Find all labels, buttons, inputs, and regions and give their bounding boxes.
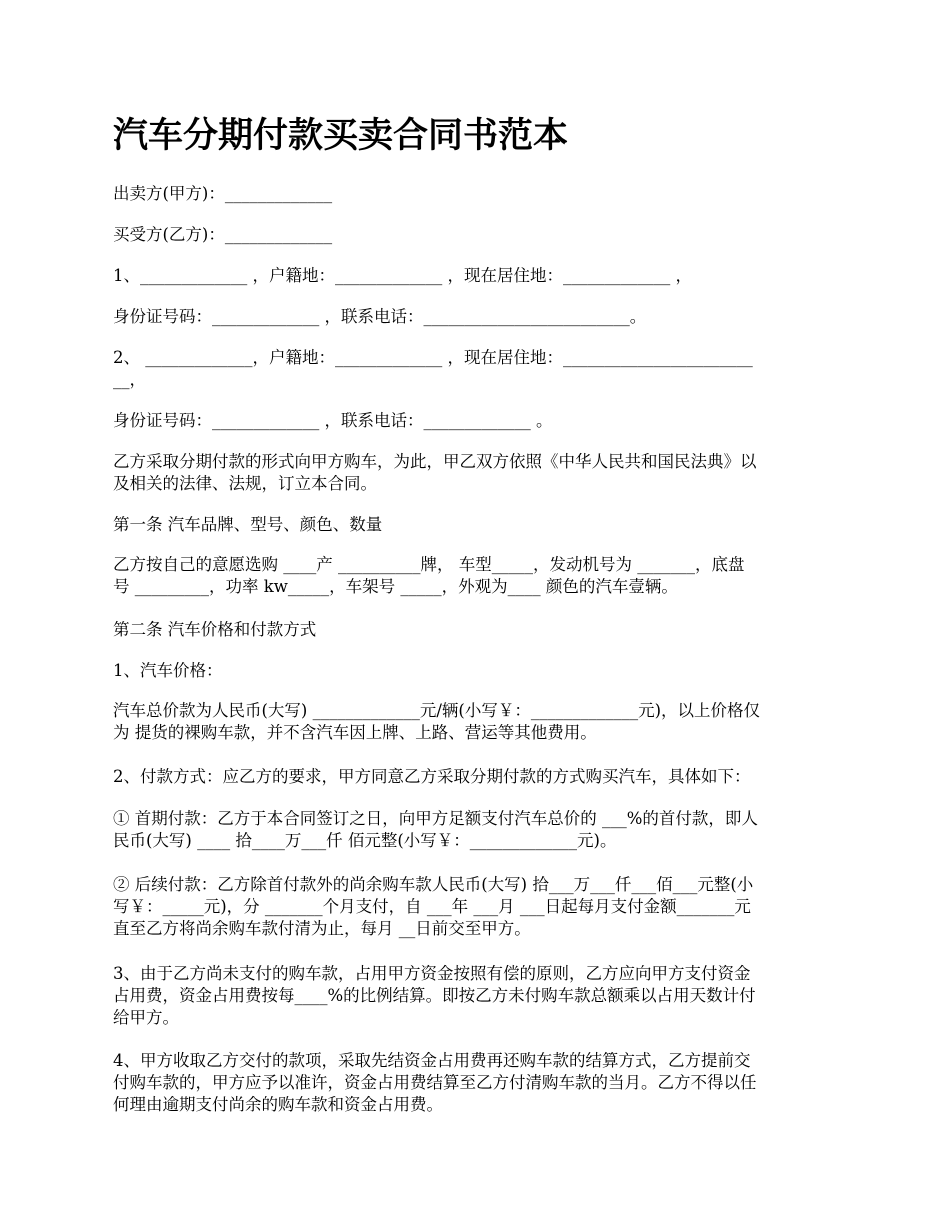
seller-party-line: 出卖方(甲方)：_____________ xyxy=(113,184,333,203)
document-title: 汽车分期付款买卖合同书范本 xyxy=(113,115,569,156)
party-1-residence-line: 1、_____________ ，户籍地：_____________ ，现在居住地：_____________ ， xyxy=(113,266,692,285)
buyer-party-line: 买受方(乙方)：_____________ xyxy=(113,225,333,244)
installment-paragraph: ② 后续付款：乙方除首付款外的尚余购车款人民币(大写) 拾___万___仟___佰___元整(小 写￥：_____元)，分 _______个月支付，自 ___年 ___月 ___日起每月支付金额_______元 直至乙方将尚余购车款付清为止，每月 __日前交至甲方。 xyxy=(113,875,754,938)
settlement-paragraph: 4、甲方收取乙方交付的款项，采取先结资金占用费再还购车款的结算方式，乙方提前交 付购车款的，甲方应予以准许，资金占用费结算至乙方付清购车款的当月。乙方不得以任 何理由逾期支付尚余的购车款和资金占用费。 xyxy=(113,1051,757,1114)
total-price-paragraph: 汽车总价款为人民币(大写) _____________元/辆(小写￥：_____________元)，以上价格仅 为 提货的裸购车款，并不含汽车因上牌、上路、营运等其他费用。 xyxy=(113,701,761,742)
preamble-paragraph: 乙方采取分期付款的形式向甲方购车，为此，甲乙双方依照《中华人民共和国民法典》以 及相关的法律、法规，订立本合同。 xyxy=(113,452,757,493)
article-2-heading: 第二条 汽车价格和付款方式 xyxy=(113,620,317,639)
down-payment-paragraph: ① 首期付款：乙方于本合同签订之日，向甲方足额支付汽车总价的 ___%的首付款，即人 民币(大写) ____ 拾____万___仟 佰元整(小写￥：_____________元)。 xyxy=(113,809,758,850)
price-subheading: 1、汽车价格： xyxy=(113,661,223,680)
capital-fee-paragraph: 3、由于乙方尚未支付的购车款，占用甲方资金按照有偿的原则，乙方应向甲方支付资金 占用费，资金占用费按每____%的比例结算。即按乙方未付购车款总额乘以占用天数计付 给甲方。 xyxy=(113,964,756,1027)
party-2-residence-line: 2、 _____________，户籍地：_____________ ，现在居住地：_______________________ __， xyxy=(113,348,753,389)
payment-method-line: 2、付款方式：应乙方的要求，甲方同意乙方采取分期付款的方式购买汽车，具体如下： xyxy=(113,767,751,786)
party-1-id-phone-line: 身份证号码：_____________ ，联系电话：_________________________。 xyxy=(113,307,647,326)
party-2-id-phone-line: 身份证号码：_____________ ，联系电话：_____________ 。 xyxy=(113,411,553,430)
vehicle-spec-paragraph: 乙方按自己的意愿选购 ____产 __________牌， 车型_____，发动机号为 _______，底盘 号 _________，功率 kw_____，车架号 _____，外观为____ 颜色的汽车壹辆。 xyxy=(113,555,745,596)
article-1-heading: 第一条 汽车品牌、型号、颜色、数量 xyxy=(113,515,383,534)
